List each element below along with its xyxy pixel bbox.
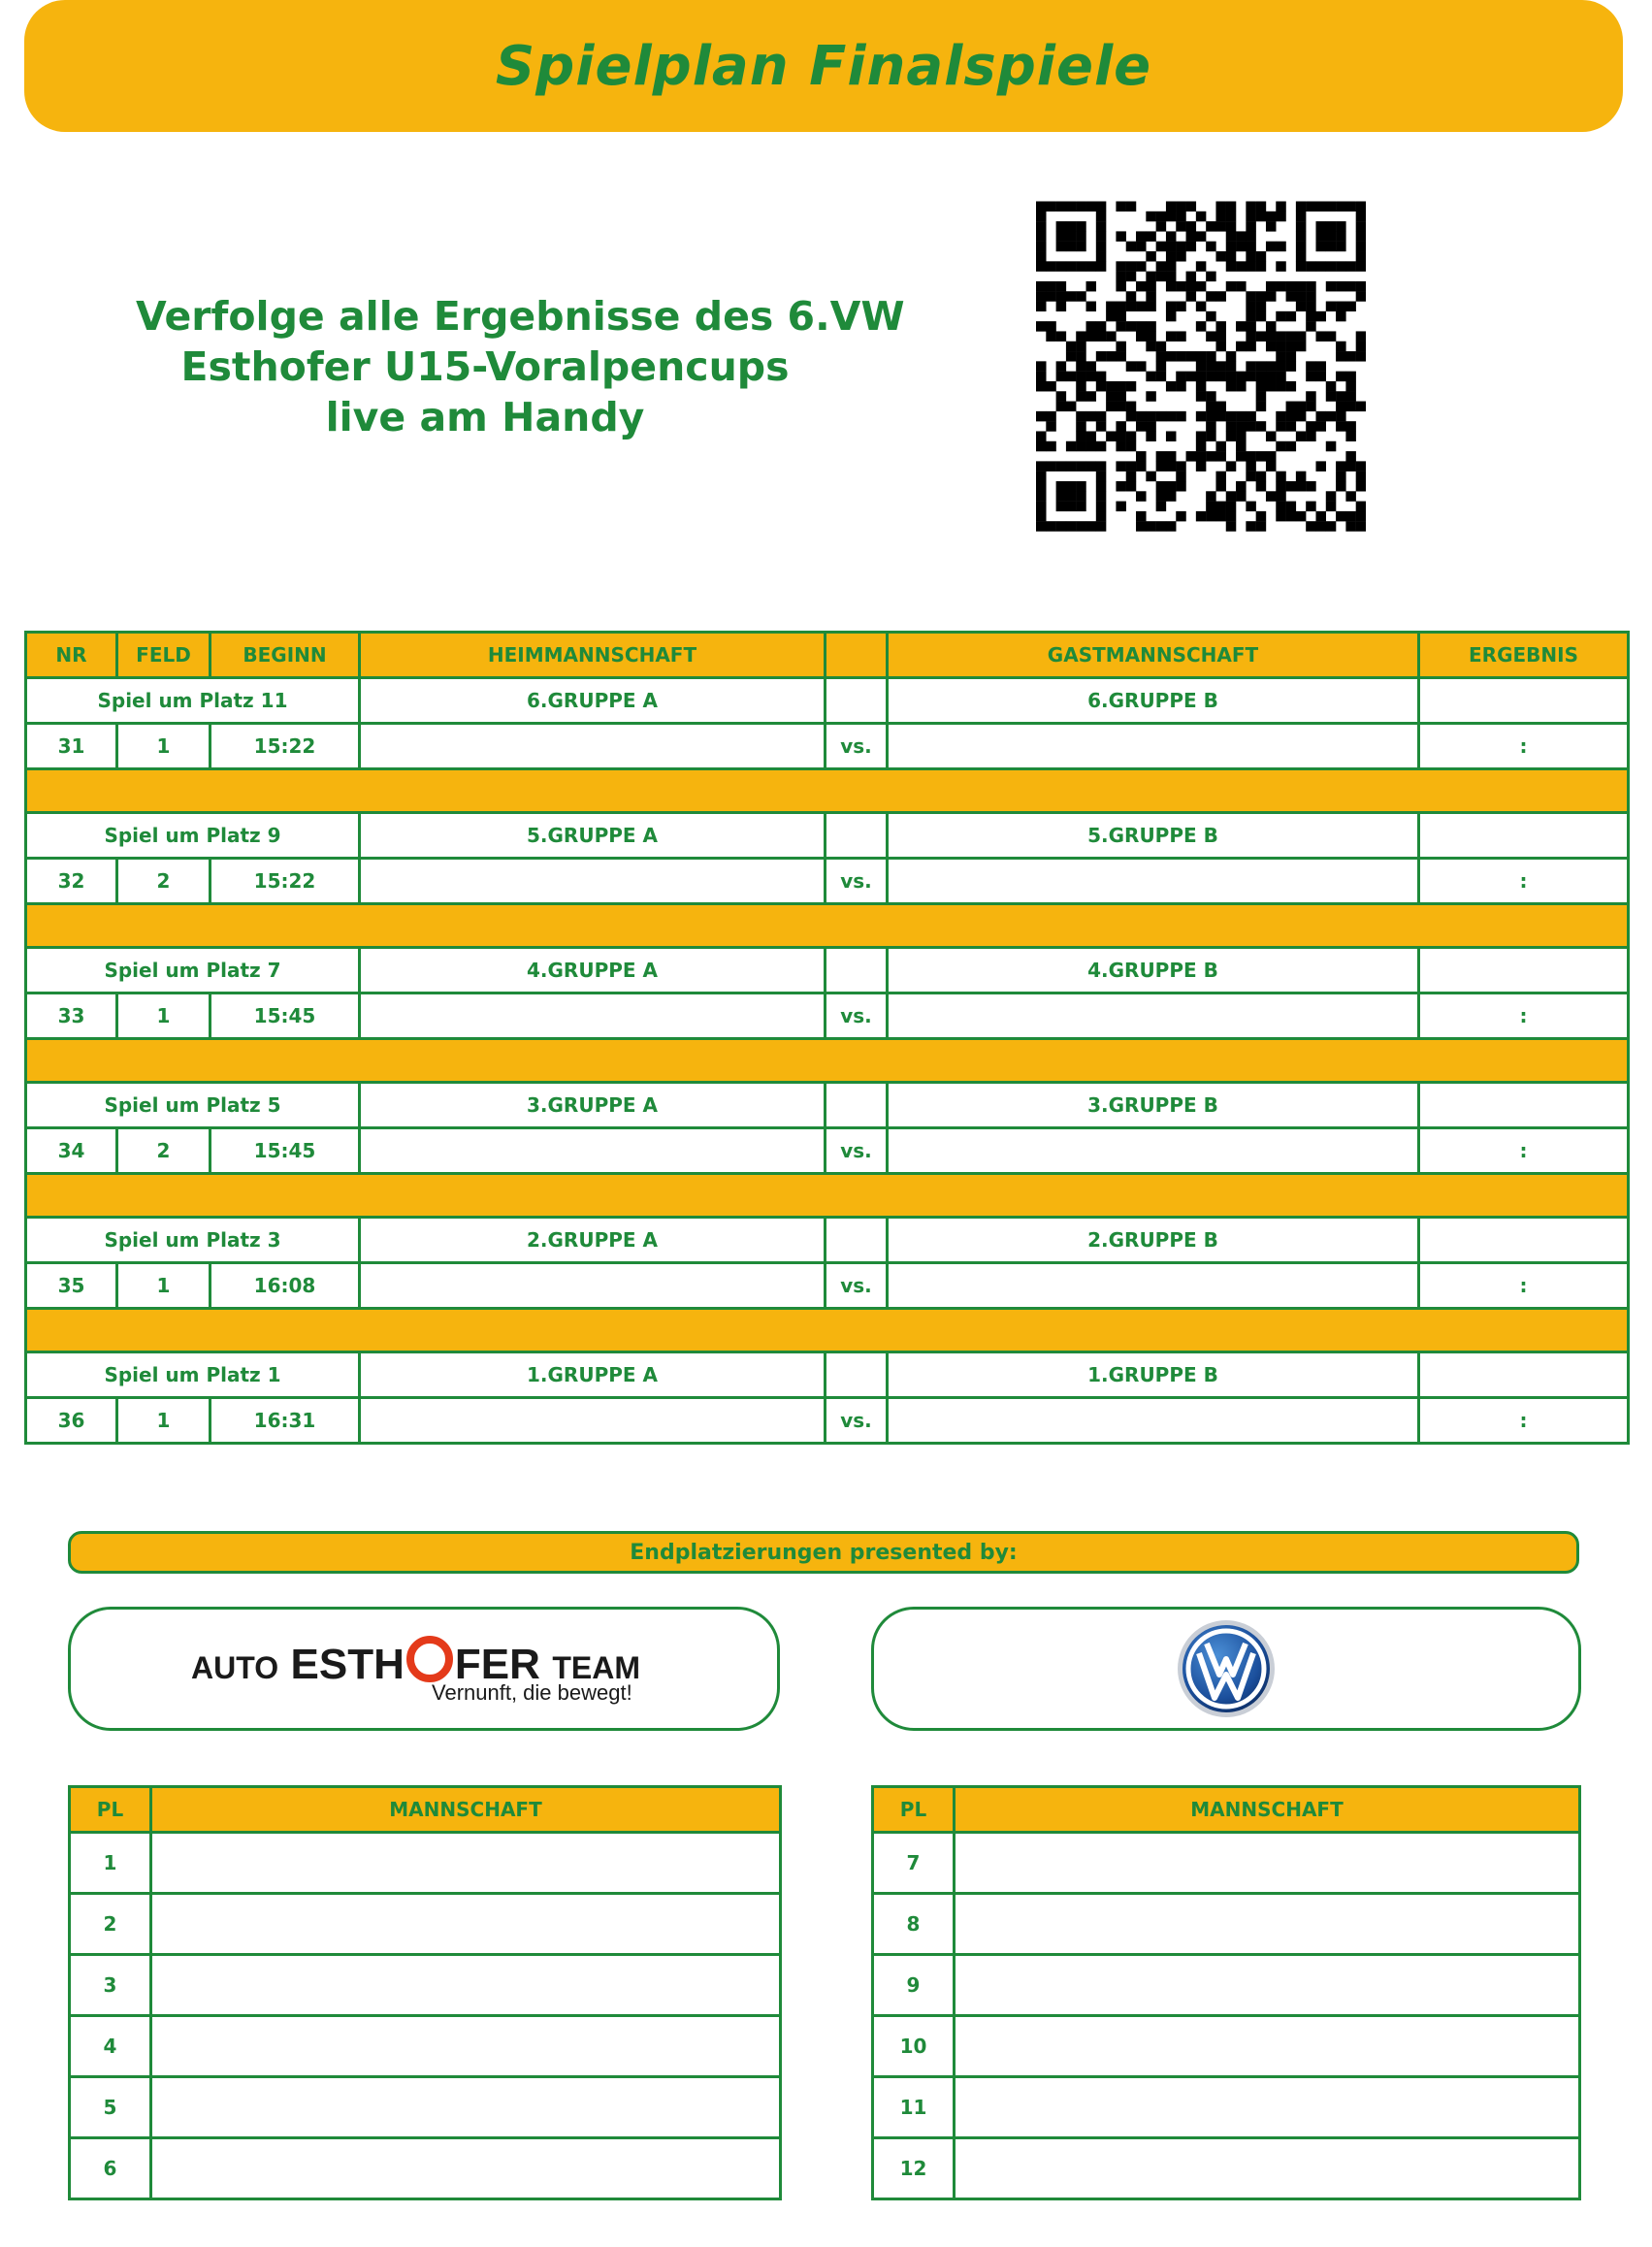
game-label-row bbox=[26, 1352, 1629, 1398]
game-beginn: 15:22 bbox=[211, 859, 360, 904]
placement-number: 9 bbox=[873, 1955, 955, 2016]
schedule-header-row bbox=[26, 633, 1629, 678]
placement-row bbox=[873, 1955, 1580, 2016]
placement-row bbox=[70, 2138, 781, 2199]
game-row bbox=[26, 1263, 1629, 1309]
page-title: Spielplan Finalspiele bbox=[495, 34, 1152, 98]
game-title: Spiel um Platz 11 bbox=[26, 678, 360, 724]
placement-number: 10 bbox=[873, 2016, 955, 2077]
placement-number: 5 bbox=[70, 2077, 151, 2138]
sponsor-esthofer[interactable] bbox=[68, 1607, 780, 1731]
separator-row bbox=[26, 1309, 1629, 1352]
col-gastmannschaft: GASTMANNSCHAFT bbox=[888, 633, 1419, 678]
away-team-slot: 5.GRUPPE B bbox=[888, 813, 1419, 859]
game-beginn: 15:22 bbox=[211, 724, 360, 769]
separator-bar bbox=[26, 1039, 1629, 1083]
col-mannschaft: MANNSCHAFT bbox=[955, 1787, 1580, 1833]
away-team-input[interactable] bbox=[888, 724, 1419, 769]
placement-number: 7 bbox=[873, 1833, 955, 1894]
placement-number: 3 bbox=[70, 1955, 151, 2016]
game-title: Spiel um Platz 5 bbox=[26, 1083, 360, 1128]
placement-number: 4 bbox=[70, 2016, 151, 2077]
col-vs bbox=[826, 633, 888, 678]
placement-row bbox=[873, 1833, 1580, 1894]
result-cell[interactable] bbox=[1419, 1352, 1629, 1398]
placement-team-input[interactable] bbox=[151, 2016, 781, 2077]
vs-cell bbox=[826, 813, 888, 859]
game-title: Spiel um Platz 3 bbox=[26, 1218, 360, 1263]
col-ergebnis: ERGEBNIS bbox=[1419, 633, 1629, 678]
separator-bar bbox=[26, 904, 1629, 948]
away-team-slot: 2.GRUPPE B bbox=[888, 1218, 1419, 1263]
qr-code-icon[interactable] bbox=[1036, 199, 1366, 534]
placement-row bbox=[873, 1894, 1580, 1955]
placement-team-input[interactable] bbox=[955, 2077, 1580, 2138]
away-team-slot: 4.GRUPPE B bbox=[888, 948, 1419, 993]
separator-row bbox=[26, 1174, 1629, 1218]
game-label-row bbox=[26, 1218, 1629, 1263]
intro-text bbox=[136, 291, 905, 442]
placement-table-left bbox=[68, 1785, 782, 2200]
away-team-slot: 1.GRUPPE B bbox=[888, 1352, 1419, 1398]
placement-team-input[interactable] bbox=[955, 1955, 1580, 2016]
col-pl: PL bbox=[873, 1787, 955, 1833]
esthofer-slogan: Vernunft, die bewegt! bbox=[432, 1680, 632, 1705]
game-title: Spiel um Platz 9 bbox=[26, 813, 360, 859]
placement-team-input[interactable] bbox=[955, 1833, 1580, 1894]
separator-bar bbox=[26, 1309, 1629, 1352]
col-pl: PL bbox=[70, 1787, 151, 1833]
placement-row bbox=[70, 1833, 781, 1894]
schedule-table bbox=[24, 631, 1630, 1445]
home-team-slot: 6.GRUPPE A bbox=[360, 678, 826, 724]
vs-cell bbox=[826, 1352, 888, 1398]
placement-row bbox=[70, 1955, 781, 2016]
game-title: Spiel um Platz 7 bbox=[26, 948, 360, 993]
vs-label: vs. bbox=[826, 1263, 888, 1309]
placement-team-input[interactable] bbox=[151, 1955, 781, 2016]
home-team-slot: 2.GRUPPE A bbox=[360, 1218, 826, 1263]
placement-table-right bbox=[871, 1785, 1581, 2200]
game-row bbox=[26, 724, 1629, 769]
presented-by-banner bbox=[68, 1531, 1579, 1574]
home-team-input[interactable] bbox=[360, 724, 826, 769]
intro-line-3: live am Handy bbox=[325, 394, 645, 440]
home-team-input[interactable] bbox=[360, 993, 826, 1039]
col-feld: FELD bbox=[117, 633, 211, 678]
placement-number: 6 bbox=[70, 2138, 151, 2199]
away-team-slot: 3.GRUPPE B bbox=[888, 1083, 1419, 1128]
separator-bar bbox=[26, 769, 1629, 813]
game-feld: 1 bbox=[117, 993, 211, 1039]
placement-row bbox=[873, 2016, 1580, 2077]
placement-row bbox=[70, 2077, 781, 2138]
away-team-input[interactable] bbox=[888, 859, 1419, 904]
vs-label: vs. bbox=[826, 859, 888, 904]
result-cell[interactable] bbox=[1419, 1218, 1629, 1263]
game-label-row bbox=[26, 678, 1629, 724]
result-cell[interactable] bbox=[1419, 813, 1629, 859]
col-mannschaft: MANNSCHAFT bbox=[151, 1787, 781, 1833]
vw-logo-icon bbox=[1176, 1618, 1277, 1719]
placement-team-input[interactable] bbox=[955, 2016, 1580, 2077]
home-team-input[interactable] bbox=[360, 1263, 826, 1309]
score-input[interactable]: : bbox=[1419, 859, 1629, 904]
game-label-row bbox=[26, 813, 1629, 859]
score-input[interactable]: : bbox=[1419, 993, 1629, 1039]
vs-cell bbox=[826, 1218, 888, 1263]
game-nr: 33 bbox=[26, 993, 117, 1039]
game-feld: 1 bbox=[117, 724, 211, 769]
vs-cell bbox=[826, 948, 888, 993]
intro-line-2: Esthofer U15-Voralpencups bbox=[180, 343, 790, 390]
intro-line-1: Verfolge alle Ergebnisse des 6.VW bbox=[136, 293, 905, 340]
vs-cell bbox=[826, 678, 888, 724]
home-team-input[interactable] bbox=[360, 859, 826, 904]
result-cell[interactable] bbox=[1419, 1083, 1629, 1128]
title-banner bbox=[24, 0, 1623, 132]
esthofer-o-ring-icon bbox=[406, 1636, 453, 1682]
placement-team-input[interactable] bbox=[151, 2138, 781, 2199]
placement-row bbox=[70, 1894, 781, 1955]
score-input[interactable]: : bbox=[1419, 1263, 1629, 1309]
game-feld: 1 bbox=[117, 1398, 211, 1444]
away-team-input[interactable] bbox=[888, 1398, 1419, 1444]
placement-team-input[interactable] bbox=[955, 1894, 1580, 1955]
game-beginn: 15:45 bbox=[211, 1128, 360, 1174]
game-row bbox=[26, 859, 1629, 904]
home-team-slot: 3.GRUPPE A bbox=[360, 1083, 826, 1128]
result-cell[interactable] bbox=[1419, 948, 1629, 993]
placement-number: 1 bbox=[70, 1833, 151, 1894]
vs-label: vs. bbox=[826, 724, 888, 769]
placement-number: 12 bbox=[873, 2138, 955, 2199]
col-beginn: BEGINN bbox=[211, 633, 360, 678]
home-team-slot: 4.GRUPPE A bbox=[360, 948, 826, 993]
game-nr: 35 bbox=[26, 1263, 117, 1309]
placement-row bbox=[873, 2077, 1580, 2138]
game-nr: 36 bbox=[26, 1398, 117, 1444]
home-team-slot: 5.GRUPPE A bbox=[360, 813, 826, 859]
placement-team-input[interactable] bbox=[151, 1894, 781, 1955]
home-team-input[interactable] bbox=[360, 1398, 826, 1444]
vs-label: vs. bbox=[826, 1398, 888, 1444]
separator-row bbox=[26, 904, 1629, 948]
score-input[interactable]: : bbox=[1419, 1128, 1629, 1174]
home-team-slot: 1.GRUPPE A bbox=[360, 1352, 826, 1398]
game-label-row bbox=[26, 1083, 1629, 1128]
col-heimmannschaft: HEIMMANNSCHAFT bbox=[360, 633, 826, 678]
placement-number: 11 bbox=[873, 2077, 955, 2138]
placement-number: 2 bbox=[70, 1894, 151, 1955]
separator-bar bbox=[26, 1174, 1629, 1218]
game-row bbox=[26, 993, 1629, 1039]
placement-team-input[interactable] bbox=[955, 2138, 1580, 2199]
separator-row bbox=[26, 1039, 1629, 1083]
game-beginn: 16:31 bbox=[211, 1398, 360, 1444]
away-team-input[interactable] bbox=[888, 993, 1419, 1039]
placement-row bbox=[873, 2138, 1580, 2199]
game-beginn: 15:45 bbox=[211, 993, 360, 1039]
result-cell[interactable] bbox=[1419, 678, 1629, 724]
away-team-slot: 6.GRUPPE B bbox=[888, 678, 1419, 724]
score-input[interactable]: : bbox=[1419, 1398, 1629, 1444]
game-feld: 1 bbox=[117, 1263, 211, 1309]
game-title: Spiel um Platz 1 bbox=[26, 1352, 360, 1398]
game-nr: 31 bbox=[26, 724, 117, 769]
col-nr: NR bbox=[26, 633, 117, 678]
game-feld: 2 bbox=[117, 859, 211, 904]
game-beginn: 16:08 bbox=[211, 1263, 360, 1309]
placement-number: 8 bbox=[873, 1894, 955, 1955]
away-team-input[interactable] bbox=[888, 1263, 1419, 1309]
separator-row bbox=[26, 769, 1629, 813]
vs-cell bbox=[826, 1083, 888, 1128]
vs-label: vs. bbox=[826, 993, 888, 1039]
game-nr: 34 bbox=[26, 1128, 117, 1174]
placement-team-input[interactable] bbox=[151, 1833, 781, 1894]
away-team-input[interactable] bbox=[888, 1128, 1419, 1174]
game-label-row bbox=[26, 948, 1629, 993]
presented-by-label: Endplatzierungen presented by: bbox=[630, 1540, 1018, 1565]
esthofer-logo: AUTO ESTH FER TEAM Vernunft, die bewegt! bbox=[191, 1630, 657, 1708]
game-feld: 2 bbox=[117, 1128, 211, 1174]
game-nr: 32 bbox=[26, 859, 117, 904]
game-row bbox=[26, 1398, 1629, 1444]
placement-team-input[interactable] bbox=[151, 2077, 781, 2138]
game-row bbox=[26, 1128, 1629, 1174]
sponsor-vw[interactable] bbox=[871, 1607, 1581, 1731]
placement-row bbox=[70, 2016, 781, 2077]
home-team-input[interactable] bbox=[360, 1128, 826, 1174]
vs-label: vs. bbox=[826, 1128, 888, 1174]
score-input[interactable]: : bbox=[1419, 724, 1629, 769]
